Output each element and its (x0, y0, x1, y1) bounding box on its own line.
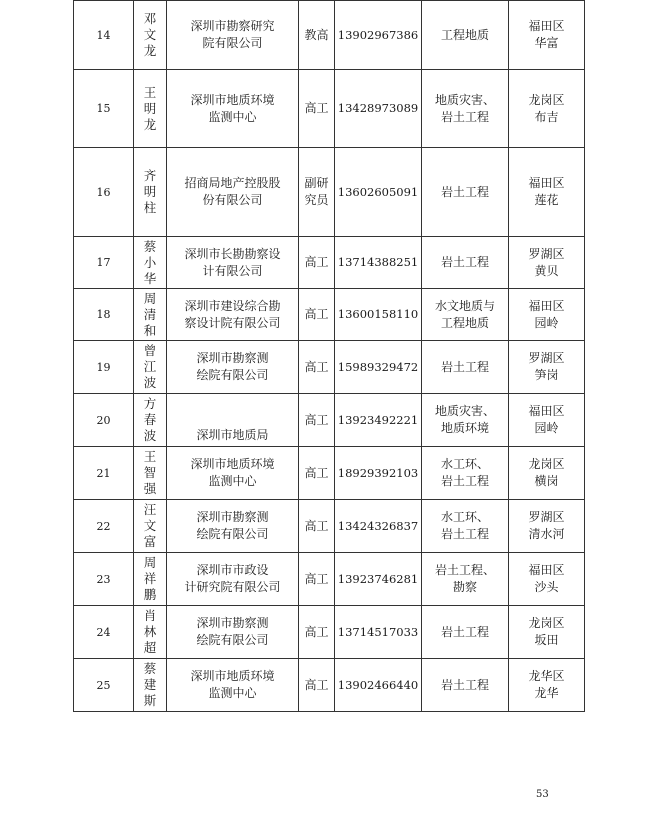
table-row (74, 553, 585, 606)
professional-title: 高工 (299, 500, 335, 553)
row-number: 23 (74, 553, 134, 606)
name-character: 蔡 (143, 661, 157, 676)
name-character: 邓 (143, 11, 157, 26)
organization: 深圳市长勘勘察设 计有限公司 (167, 237, 299, 289)
name-character: 周 (143, 290, 157, 306)
expert-name (134, 447, 167, 500)
name-character: 曾 (143, 343, 157, 358)
district: 福田区 华富 (509, 1, 585, 70)
phone-number: 13714517033 (335, 606, 422, 659)
phone-number: 13902466440 (335, 659, 422, 712)
specialty: 岩土工程 (422, 659, 509, 712)
name-character: 华 (143, 270, 157, 286)
district: 福田区 沙头 (509, 553, 585, 606)
organization: 深圳市市政设 计研究院有限公司 (167, 553, 299, 606)
table-row (74, 659, 585, 712)
specialty: 水工环、 岩土工程 (422, 500, 509, 553)
name-character: 小 (143, 254, 157, 270)
expert-name (134, 341, 167, 394)
organization: 深圳市勘察测 绘院有限公司 (167, 606, 299, 659)
name-character: 波 (143, 428, 157, 443)
name-character: 龙 (143, 43, 157, 58)
phone-number: 13923746281 (335, 553, 422, 606)
professional-title: 高工 (299, 606, 335, 659)
specialty: 工程地质 (422, 1, 509, 70)
district: 福田区 园岭 (509, 394, 585, 447)
phone-number: 13428973089 (335, 70, 422, 148)
district: 罗湖区 笋岗 (509, 341, 585, 394)
name-character: 林 (143, 624, 157, 639)
table-row (74, 1, 585, 70)
table-row (74, 289, 585, 341)
row-number: 20 (74, 394, 134, 447)
expert-name (134, 289, 167, 341)
name-character: 明 (143, 100, 157, 116)
expert-name (134, 606, 167, 659)
district: 龙岗区 横岗 (509, 447, 585, 500)
phone-number: 13923492221 (335, 394, 422, 447)
district: 龙华区 龙华 (509, 659, 585, 712)
phone-number: 15989329472 (335, 341, 422, 394)
phone-number: 13600158110 (335, 289, 422, 341)
expert-name (134, 500, 167, 553)
name-character: 建 (143, 677, 157, 692)
expert-name (134, 553, 167, 606)
organization: 深圳市勘察测 绘院有限公司 (167, 341, 299, 394)
name-character: 清 (143, 306, 157, 322)
professional-title: 高工 (299, 659, 335, 712)
district: 罗湖区 清水河 (509, 500, 585, 553)
row-number: 19 (74, 341, 134, 394)
specialty: 岩土工程 (422, 341, 509, 394)
specialty: 水工环、 岩土工程 (422, 447, 509, 500)
name-character: 和 (143, 322, 157, 338)
name-character: 蔡 (143, 238, 157, 254)
organization: 深圳市勘察测 绘院有限公司 (167, 500, 299, 553)
district: 福田区 园岭 (509, 289, 585, 341)
specialty: 岩土工程 (422, 237, 509, 289)
expert-name (134, 237, 167, 289)
table-row (74, 394, 585, 447)
row-number: 24 (74, 606, 134, 659)
name-character: 文 (143, 518, 157, 533)
name-character: 强 (143, 481, 157, 496)
name-character: 鹏 (143, 587, 157, 602)
name-character: 波 (143, 375, 157, 390)
phone-number: 18929392103 (335, 447, 422, 500)
expert-table (73, 0, 585, 712)
name-character: 超 (143, 640, 157, 655)
table-row (74, 447, 585, 500)
specialty: 地质灾害、 地质环境 (422, 394, 509, 447)
specialty: 岩土工程 (422, 148, 509, 237)
expert-name (134, 394, 167, 447)
expert-name (134, 70, 167, 148)
phone-number: 13902967386 (335, 1, 422, 70)
row-number: 15 (74, 70, 134, 148)
organization: 招商局地产控股股 份有限公司 (167, 148, 299, 237)
phone-number: 13424326837 (335, 500, 422, 553)
district: 福田区 莲花 (509, 148, 585, 237)
name-character: 龙 (143, 116, 157, 132)
row-number: 21 (74, 447, 134, 500)
organization: 深圳市地质环境 监测中心 (167, 659, 299, 712)
district: 罗湖区 黄贝 (509, 237, 585, 289)
row-number: 22 (74, 500, 134, 553)
name-character: 智 (143, 465, 157, 480)
row-number: 14 (74, 1, 134, 70)
expert-name (134, 659, 167, 712)
professional-title: 高工 (299, 237, 335, 289)
professional-title: 高工 (299, 341, 335, 394)
professional-title: 高工 (299, 394, 335, 447)
table-row (74, 606, 585, 659)
organization: 深圳市勘察研究 院有限公司 (167, 1, 299, 70)
name-character: 汪 (143, 502, 157, 517)
name-character: 江 (143, 359, 157, 374)
name-character: 斯 (143, 693, 157, 708)
organization: 深圳市地质局 (167, 394, 299, 447)
table-row (74, 70, 585, 148)
page-number: 53 (536, 789, 549, 800)
organization: 深圳市地质环境 监测中心 (167, 70, 299, 148)
professional-title: 高工 (299, 289, 335, 341)
professional-title: 高工 (299, 70, 335, 148)
phone-number: 13714388251 (335, 237, 422, 289)
row-number: 18 (74, 289, 134, 341)
row-number: 25 (74, 659, 134, 712)
specialty: 岩土工程、 勘察 (422, 553, 509, 606)
district: 龙岗区 布吉 (509, 70, 585, 148)
name-character: 柱 (143, 200, 157, 215)
table-row (74, 341, 585, 394)
name-character: 方 (143, 396, 157, 411)
specialty: 岩土工程 (422, 606, 509, 659)
name-character: 肖 (143, 608, 157, 623)
specialty: 水文地质与 工程地质 (422, 289, 509, 341)
organization: 深圳市地质环境 监测中心 (167, 447, 299, 500)
table-row (74, 500, 585, 553)
name-character: 文 (143, 27, 157, 42)
phone-number: 13602605091 (335, 148, 422, 237)
professional-title: 教高 (299, 1, 335, 70)
name-character: 王 (143, 449, 157, 464)
row-number: 17 (74, 237, 134, 289)
name-character: 春 (143, 412, 157, 427)
name-character: 富 (143, 534, 157, 549)
specialty: 地质灾害、 岩土工程 (422, 70, 509, 148)
expert-name (134, 148, 167, 237)
professional-title: 高工 (299, 447, 335, 500)
professional-title: 副研 究员 (299, 148, 335, 237)
table-row (74, 148, 585, 237)
district: 龙岗区 坂田 (509, 606, 585, 659)
name-character: 周 (143, 555, 157, 570)
row-number: 16 (74, 148, 134, 237)
table-row (74, 237, 585, 289)
name-character: 祥 (143, 571, 157, 586)
name-character: 王 (143, 84, 157, 100)
expert-name (134, 1, 167, 70)
name-character: 齐 (143, 168, 157, 183)
organization: 深圳市建设综合勘 察设计院有限公司 (167, 289, 299, 341)
professional-title: 高工 (299, 553, 335, 606)
name-character: 明 (143, 184, 157, 199)
